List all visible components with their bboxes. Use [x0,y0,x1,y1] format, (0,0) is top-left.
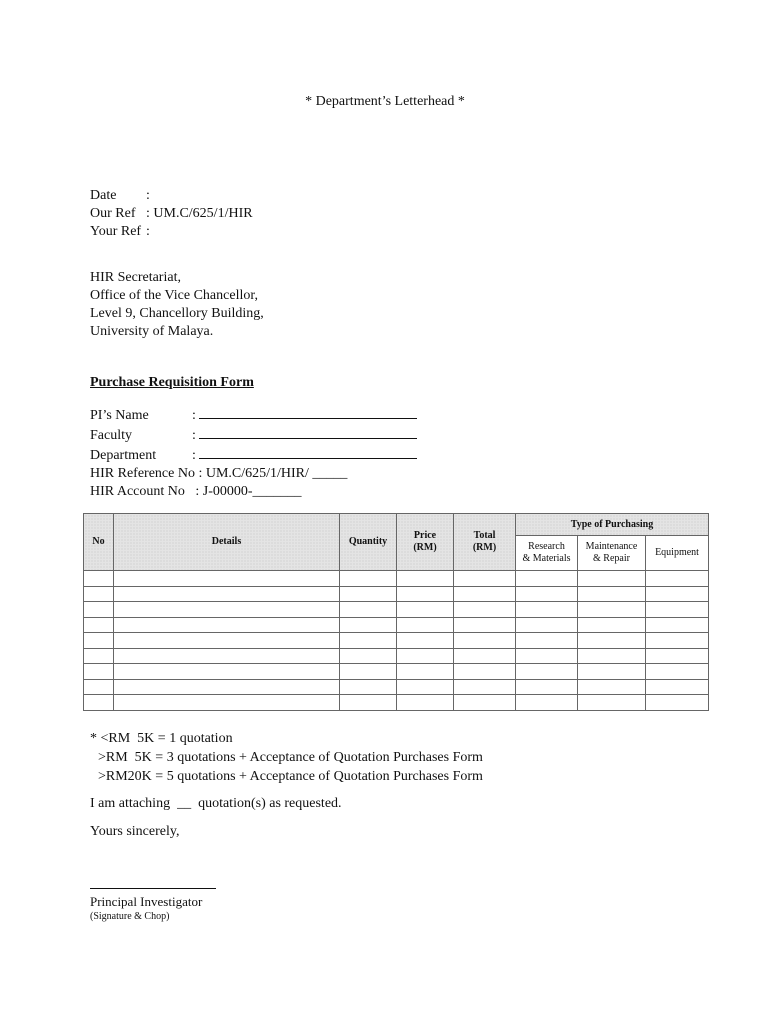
rule-line: * <RM 5K = 1 quotation [90,731,233,746]
faculty-label: Faculty [90,428,132,443]
cell-maintenance[interactable] [578,617,646,633]
address-line: University of Malaya. [90,324,214,339]
cell-total[interactable] [454,695,516,711]
col-equipment-header: Equipment [646,536,709,571]
cell-no[interactable] [84,679,114,695]
rule-line: >RM20K = 5 quotations + Acceptance of Quotation Purchases Form [98,769,483,784]
cell-total[interactable] [454,679,516,695]
cell-research[interactable] [516,679,578,695]
signature-title: Principal Investigator [90,894,203,909]
cell-details[interactable] [114,695,340,711]
cell-price[interactable] [397,695,454,711]
cell-research[interactable] [516,617,578,633]
cell-total[interactable] [454,586,516,602]
ref-block [90,187,253,241]
recipient-address [90,269,264,341]
cell-equipment[interactable] [646,602,709,618]
our-ref-value: : UM.C/625/1/HIR [146,206,253,221]
cell-details[interactable] [114,586,340,602]
our-ref-label: Our Ref [90,206,136,221]
pi-fields [90,405,417,501]
your-ref-value: : [146,224,150,239]
cell-total[interactable] [454,648,516,664]
cell-total[interactable] [454,633,516,649]
pi-name-label: PI’s Name [90,408,149,423]
cell-quantity[interactable] [340,617,397,633]
cell-no[interactable] [84,586,114,602]
cell-equipment[interactable] [646,617,709,633]
cell-research[interactable] [516,586,578,602]
pi-name-field[interactable] [199,405,417,419]
cell-total[interactable] [454,617,516,633]
cell-price[interactable] [397,679,454,695]
cell-no[interactable] [84,571,114,587]
cell-no[interactable] [84,648,114,664]
cell-details[interactable] [114,571,340,587]
col-no-header: No [84,514,114,571]
cell-details[interactable] [114,633,340,649]
cell-equipment[interactable] [646,586,709,602]
colon: : [192,408,196,423]
cell-price[interactable] [397,586,454,602]
type-of-purchasing-header: Type of Purchasing [516,514,709,536]
cell-quantity[interactable] [340,679,397,695]
col-maintenance-header: Maintenance & Repair [578,536,646,571]
form-title: Purchase Requisition Form [90,375,254,390]
table-row [84,679,709,695]
table-row [84,586,709,602]
address-line: HIR Secretariat, [90,270,181,285]
cell-equipment[interactable] [646,633,709,649]
purchase-table [83,513,709,711]
your-ref-label: Your Ref [90,224,142,239]
cell-total[interactable] [454,602,516,618]
cell-price[interactable] [397,664,454,680]
cell-quantity[interactable] [340,586,397,602]
cell-no[interactable] [84,695,114,711]
cell-research[interactable] [516,664,578,680]
table-row [84,571,709,587]
cell-no[interactable] [84,617,114,633]
colon: : [192,448,196,463]
faculty-field[interactable] [199,425,417,439]
signature-note: (Signature & Chop) [90,911,170,922]
cell-research[interactable] [516,695,578,711]
cell-equipment[interactable] [646,664,709,680]
col-total-header: Total (RM) [454,514,516,571]
cell-quantity[interactable] [340,633,397,649]
cell-details[interactable] [114,664,340,680]
rule-line: >RM 5K = 3 quotations + Acceptance of Quotation Purchases Form [98,750,483,765]
table-row [84,695,709,711]
col-details-header: Details [114,514,340,571]
department-label: Department [90,448,157,463]
table-row [84,633,709,649]
department-field[interactable] [199,445,417,459]
cell-research[interactable] [516,633,578,649]
cell-quantity[interactable] [340,648,397,664]
cell-quantity[interactable] [340,602,397,618]
cell-quantity[interactable] [340,571,397,587]
cell-equipment[interactable] [646,695,709,711]
cell-maintenance[interactable] [578,679,646,695]
cell-research[interactable] [516,648,578,664]
quotation-rules [90,729,483,786]
table-row [84,602,709,618]
cell-price[interactable] [397,648,454,664]
cell-maintenance[interactable] [578,571,646,587]
col-quantity-header: Quantity [340,514,397,571]
cell-price[interactable] [397,617,454,633]
cell-no[interactable] [84,664,114,680]
cell-price[interactable] [397,602,454,618]
hir-account: HIR Account No : J-00000-_______ [90,484,302,499]
cell-research[interactable] [516,571,578,587]
cell-maintenance[interactable] [578,664,646,680]
cell-price[interactable] [397,571,454,587]
address-line: Office of the Vice Chancellor, [90,288,258,303]
cell-research[interactable] [516,602,578,618]
address-line: Level 9, Chancellory Building, [90,306,264,321]
cell-details[interactable] [114,617,340,633]
cell-maintenance[interactable] [578,586,646,602]
cell-equipment[interactable] [646,571,709,587]
date-value: : [146,188,150,203]
cell-maintenance[interactable] [578,602,646,618]
letterhead-placeholder: * Department’s Letterhead * [305,94,465,109]
cell-maintenance[interactable] [578,633,646,649]
cell-no[interactable] [84,633,114,649]
cell-price[interactable] [397,633,454,649]
signature-line[interactable] [90,888,216,889]
col-price-header: Price (RM) [397,514,454,571]
cell-quantity[interactable] [340,664,397,680]
cell-details[interactable] [114,679,340,695]
date-label: Date [90,188,117,203]
colon: : [192,428,196,443]
cell-no[interactable] [84,602,114,618]
col-research-header: Research & Materials [516,536,578,571]
closing: Yours sincerely, [90,824,180,839]
cell-quantity[interactable] [340,695,397,711]
cell-maintenance[interactable] [578,695,646,711]
table-row [84,648,709,664]
cell-total[interactable] [454,664,516,680]
table-row [84,664,709,680]
cell-equipment[interactable] [646,648,709,664]
cell-equipment[interactable] [646,679,709,695]
table-row [84,617,709,633]
cell-total[interactable] [454,571,516,587]
cell-details[interactable] [114,648,340,664]
cell-maintenance[interactable] [578,648,646,664]
cell-details[interactable] [114,602,340,618]
hir-reference: HIR Reference No : UM.C/625/1/HIR/ _____ [90,466,348,481]
attaching-statement: I am attaching __ quotation(s) as requested. [90,796,342,811]
